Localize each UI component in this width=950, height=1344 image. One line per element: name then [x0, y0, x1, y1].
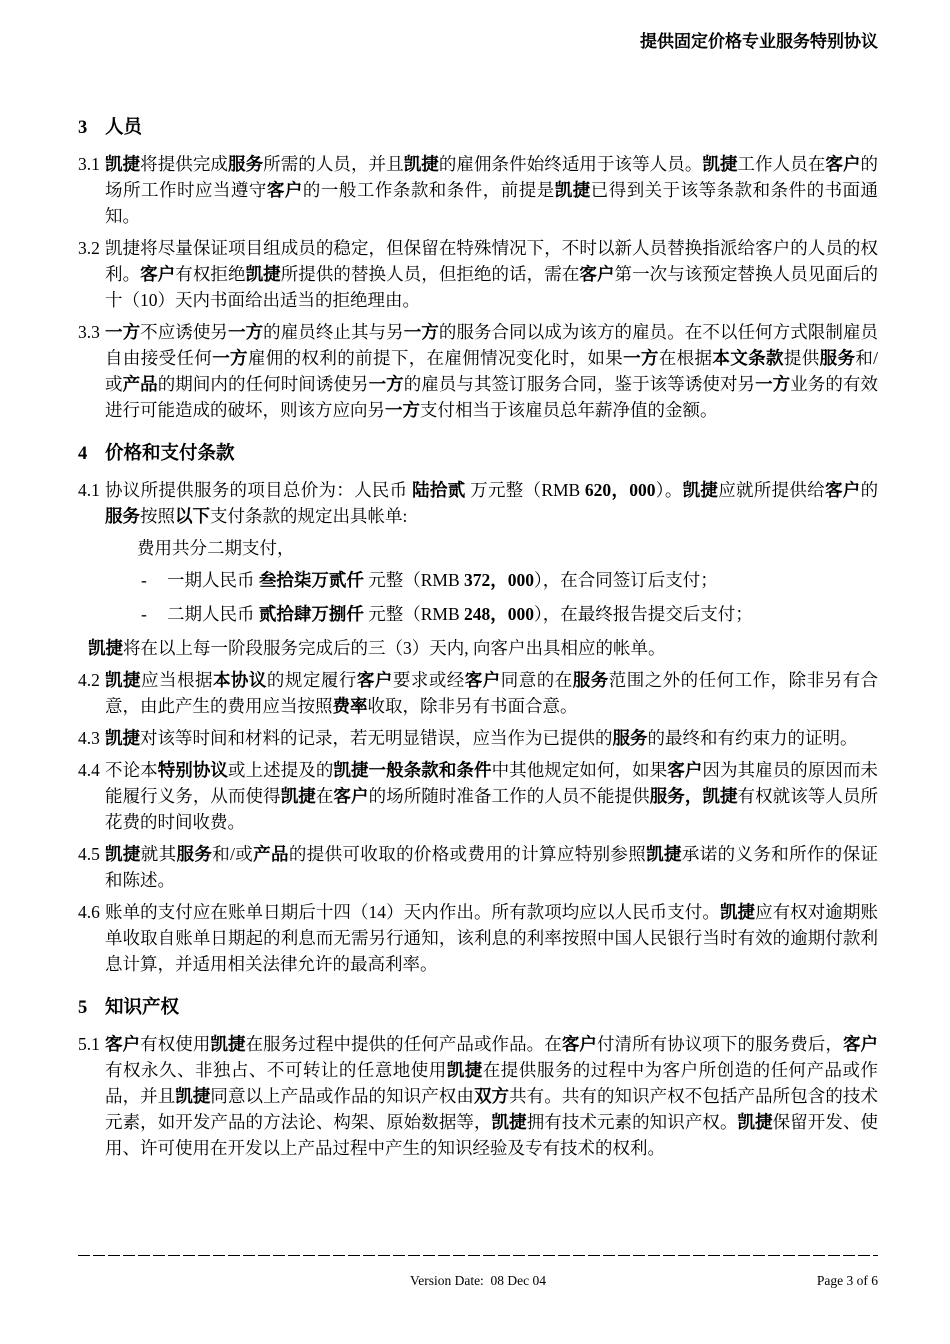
bold-text-run: 本协议 — [212, 670, 267, 690]
text-run: 有权永久、非独占、不可转让的任意地使用 — [105, 1060, 447, 1080]
clause-number: 4.5 — [78, 844, 100, 864]
clause-text — [105, 1031, 878, 1161]
bold-text-run: 费率 — [332, 696, 368, 716]
bold-text-run: 本文条款 — [712, 348, 784, 368]
bold-text-run: 一方 — [368, 374, 404, 394]
bold-text-run: 凯捷 — [646, 844, 682, 864]
document-page — [78, 0, 878, 1167]
text-run: 的提供可收取的价格或费用的计算应特别参照 — [288, 844, 647, 864]
bold-text-run: 客户 — [105, 1034, 141, 1054]
text-run: 不应诱使另 — [140, 322, 228, 342]
clause-text — [105, 757, 878, 835]
text-run: 已得到关于该等条款和条件的书面通知。 — [105, 180, 879, 226]
text-run: 承诺的义务和所作的保证和陈述。 — [105, 844, 879, 890]
bold-text-run: 凯捷 — [491, 1112, 527, 1132]
text-run: 在根据 — [658, 348, 713, 368]
clause-text — [105, 151, 878, 229]
bold-text-run: 客户 — [842, 1034, 879, 1054]
text-run: 有权使用 — [140, 1034, 211, 1054]
payment-installment-2 — [78, 601, 878, 627]
bold-text-run: 凯捷 — [105, 154, 141, 174]
text-run: 保留开发、使用、许可使用在开发以上产品过程中产生的知识经验及专有技术的权利。 — [105, 1112, 879, 1158]
bold-text-run: 一方 — [212, 348, 248, 368]
bold-text-run: 凯捷 — [719, 902, 756, 922]
clause-5-1 — [78, 1031, 878, 1161]
clause-text — [88, 635, 878, 661]
text-run: 应当根据 — [140, 670, 213, 690]
text-run: ），在合同签订后支付； — [534, 570, 718, 590]
text-run: 业务的有效进行可能造成的破坏，则该方应向另 — [105, 374, 879, 420]
clause-3-1 — [78, 151, 878, 229]
bold-text-run: 以下 — [175, 506, 210, 526]
text-run: 支付相当于该雇员总年薪净值的金额。 — [420, 400, 718, 420]
clause-text — [137, 535, 878, 561]
clause-text — [105, 899, 878, 977]
text-run: 应有权对逾期账单收取自账单日期起的利息而无需另行通知，该利息的利率按照中国人民银行当时有效的逾期付款利息计算，并适用相关法律允许的最高利率。 — [105, 902, 879, 974]
footer-divider-line — [78, 1254, 878, 1256]
text-run: 按照 — [140, 506, 175, 526]
clause-number: 4.6 — [78, 902, 100, 922]
text-run: 将提供完成 — [140, 154, 228, 174]
bold-text-run: 客户 — [266, 180, 303, 200]
bold-text-run: 凯捷 — [105, 728, 140, 748]
bold-text-run: 特别协议 — [157, 760, 228, 780]
clause-number: 3.2 — [78, 238, 100, 258]
footer-version-date: Version Date: 08 Dec 04 — [409, 1273, 547, 1288]
text-run: 范围之外的任何工作，除非另有合意，由此产生的费用应当按照 — [105, 670, 879, 716]
bold-text-run: 服务 — [612, 728, 648, 748]
text-run: 的最终和有约束力的证明。 — [647, 728, 858, 748]
text-run: 同意以上产品或作品的知识产权由 — [210, 1086, 474, 1106]
text-run: 不论本 — [105, 760, 158, 780]
bold-text-run: 服务 — [105, 506, 140, 526]
text-run: 一期人民币 — [167, 570, 259, 590]
text-run: 因为其雇员的原因而未能履行义务，从而使得 — [105, 760, 879, 806]
section-4-heading — [78, 441, 878, 467]
text-run: 第一次与该预定替换人员见面后的十（10）天内书面给出适当的拒绝理由。 — [105, 264, 879, 310]
bold-text-run: 客户 — [464, 670, 501, 690]
clause-text — [105, 841, 878, 893]
bold-text-run: 248，000 — [464, 604, 535, 624]
clause-text — [105, 725, 878, 751]
bold-text-run: 凯捷一般条款和条件 — [333, 760, 492, 780]
clause-4-2 — [78, 667, 878, 719]
bold-text-run: 凯捷 — [88, 638, 123, 658]
section-number: 3 — [78, 118, 88, 138]
text-run: 的 — [860, 480, 879, 500]
clause-3-2 — [78, 235, 878, 313]
text-run: 所提供的替换人员，但拒绝的话，需在 — [280, 264, 580, 284]
text-run: 有权拒绝 — [175, 264, 246, 284]
bold-text-run: 一方 — [403, 322, 439, 342]
text-run: 的雇佣条件始终适用于该等人员。 — [438, 154, 703, 174]
bold-text-run: 服务 — [572, 670, 609, 690]
text-run: 的期间内的任何时间诱使另 — [157, 374, 369, 394]
bullet-dash: - — [141, 570, 147, 590]
clause-text — [105, 477, 878, 529]
text-run: 雇佣的权利的前提下，在雇佣情况变化时，如果 — [247, 348, 624, 368]
text-run: 凯捷将尽量保证项目组成员的稳定，但保留在特殊情况下，不时以新人员替换指派给客户的人员的权利。 — [105, 238, 878, 284]
section-number: 4 — [78, 444, 88, 464]
clause-text — [167, 601, 878, 627]
section-title: 知识产权 — [105, 998, 180, 1018]
bold-text-run: 凯捷 — [737, 1112, 773, 1132]
text-run: 协议所提供服务的项目总价为：人民币 — [105, 480, 413, 500]
text-run: 的场所工作时应当遵守 — [105, 154, 879, 200]
payment-closing — [78, 635, 878, 661]
bold-text-run: 凯捷 — [105, 844, 141, 864]
footer-page-number: Page 3 of 6 — [816, 1273, 878, 1288]
bold-text-run: 一方 — [228, 322, 264, 342]
bold-text-run: 一方 — [623, 348, 659, 368]
bold-text-run: 服务， — [649, 786, 703, 806]
text-run: 将在以上每一阶段服务完成后的三（3）天内, 向客户出具相应的帐单。 — [123, 638, 666, 658]
text-run: 的一般工作条款和条件，前提是 — [302, 180, 555, 200]
bold-text-run: 一方 — [385, 400, 420, 420]
bold-text-run: 凯捷 — [702, 786, 738, 806]
text-run: 的场所随时准备工作的人员不能提供 — [368, 786, 650, 806]
clause-number: 3.3 — [78, 322, 100, 342]
text-run: 的雇员与其签订服务合同，鉴于该等诱使对另 — [403, 374, 756, 394]
text-run: 元整（RMB — [363, 604, 465, 624]
bold-text-run: 凯捷 — [403, 154, 439, 174]
bold-text-run: 一方 — [755, 374, 791, 394]
text-run: 二期人民币 — [167, 604, 259, 624]
clause-3-3 — [78, 319, 878, 423]
text-run: 费用共分二期支付， — [137, 538, 295, 558]
text-run: 账单的支付应在账单日期后十四（14）天内作出。所有款项均应以人民币支付。 — [105, 902, 720, 922]
section-5-heading — [78, 995, 878, 1021]
payment-installment-1 — [78, 567, 878, 593]
text-run: 支付条款的规定出具帐单: — [210, 506, 408, 526]
bold-text-run: 凯捷 — [682, 480, 719, 500]
bold-text-run: 客户 — [825, 154, 861, 174]
text-run: 和/或 — [105, 348, 879, 394]
bold-text-run: 服务 — [176, 844, 213, 864]
clause-4-6 — [78, 899, 878, 977]
bold-text-run: 凯捷 — [554, 180, 591, 200]
text-run: 的服务合同以成为该方的雇员。在不以任何方式限制雇员自由接受任何 — [105, 322, 879, 368]
bold-text-run: 凯捷 — [105, 670, 141, 690]
clause-text — [167, 567, 878, 593]
bold-text-run: 服务 — [228, 154, 264, 174]
page-footer — [78, 1254, 878, 1288]
text-run: 在服务过程中提供的任何产品或作品。在 — [245, 1034, 562, 1054]
section-title: 人员 — [105, 118, 143, 138]
bold-text-run: 客户 — [824, 480, 861, 500]
bold-text-run: 客户 — [356, 670, 393, 690]
text-run: 在 — [315, 786, 334, 806]
text-run: 应就所提供给 — [718, 480, 825, 500]
text-run: 或上述提及的 — [228, 760, 334, 780]
bold-text-run: 凯捷 — [702, 154, 738, 174]
bold-text-run: 产品 — [122, 374, 158, 394]
payment-intro — [78, 535, 878, 561]
clause-number: 4.2 — [78, 670, 100, 690]
text-run: 收取，除非另有书面合意。 — [367, 696, 578, 716]
text-run: 所需的人员，并且 — [263, 154, 404, 174]
text-run: 中其他规定如何，如果 — [491, 760, 668, 780]
clause-number: 4.3 — [78, 728, 100, 748]
text-run: 有权就该等人员所花费的时间收费。 — [105, 786, 879, 832]
text-run: 拥有技术元素的知识产权。 — [526, 1112, 738, 1132]
text-run: 就其 — [140, 844, 177, 864]
text-run: 对该等时间和材料的记录，若无明显错误，应当作为已提供的 — [140, 728, 613, 748]
clause-text — [105, 235, 878, 313]
bold-text-run: 产品 — [253, 844, 289, 864]
section-number: 5 — [78, 998, 88, 1018]
clause-number: 5.1 — [78, 1034, 100, 1054]
bold-text-run: 凯捷 — [245, 264, 281, 284]
text-run: 共有。共有的知识产权不包括产品所包含的技术元素，如开发产品的方法论、构架、原始数据等， — [105, 1086, 879, 1132]
text-run: 元整（RMB — [363, 570, 465, 590]
bold-text-run: 叁拾柒万贰仟 — [258, 570, 364, 590]
bold-text-run: 双方 — [473, 1086, 510, 1106]
text-run: 工作人员在 — [737, 154, 826, 174]
bold-text-run: 陆拾贰 — [412, 480, 466, 500]
page-header-title: 提供固定价格专业服务特别协议 — [640, 32, 878, 51]
text-run: 和/或 — [212, 844, 254, 864]
section-title: 价格和支付条款 — [105, 444, 235, 464]
text-run: 在提供服务的过程中为客户所创造的任何产品或作品，并且 — [105, 1060, 879, 1106]
bold-text-run: 凯捷 — [280, 786, 316, 806]
text-run: 付清所有协议项下的服务费后， — [596, 1034, 843, 1054]
clause-number: 4.1 — [78, 480, 100, 500]
text-run: 提供 — [783, 348, 820, 368]
bold-text-run: 客户 — [667, 760, 703, 780]
clause-4-4 — [78, 757, 878, 835]
bullet-dash: - — [141, 604, 147, 624]
text-run: ），在最终报告提交后支付； — [534, 604, 753, 624]
section-3-heading — [78, 115, 878, 141]
clause-text — [105, 667, 878, 719]
bold-text-run: 凯捷 — [175, 1086, 211, 1106]
text-run: 的雇员终止其与另 — [263, 322, 404, 342]
bold-text-run: 客户 — [579, 264, 615, 284]
text-run: 万元整（RMB — [465, 480, 585, 500]
bold-text-run: 客户 — [561, 1034, 597, 1054]
clause-4-1 — [78, 477, 878, 529]
text-run: 的规定履行 — [266, 670, 357, 690]
bold-text-run: 贰拾肆万捌仟 — [258, 604, 364, 624]
bold-text-run: 客户 — [333, 786, 369, 806]
bold-text-run: 一方 — [105, 322, 141, 342]
clause-text — [105, 319, 878, 423]
clause-4-5 — [78, 841, 878, 893]
clause-number: 4.4 — [78, 760, 100, 780]
clause-number: 3.1 — [78, 154, 100, 174]
bold-text-run: 服务 — [819, 348, 856, 368]
bold-text-run: 凯捷 — [446, 1060, 483, 1080]
bold-text-run: 372，000 — [464, 570, 535, 590]
text-run: 同意的在 — [500, 670, 573, 690]
bold-text-run: 客户 — [140, 264, 176, 284]
bold-text-run: 620，000 — [584, 480, 656, 500]
bold-text-run: 凯捷 — [210, 1034, 246, 1054]
clause-4-3 — [78, 725, 878, 751]
text-run: ）。 — [655, 480, 683, 500]
text-run: 要求或经 — [392, 670, 465, 690]
